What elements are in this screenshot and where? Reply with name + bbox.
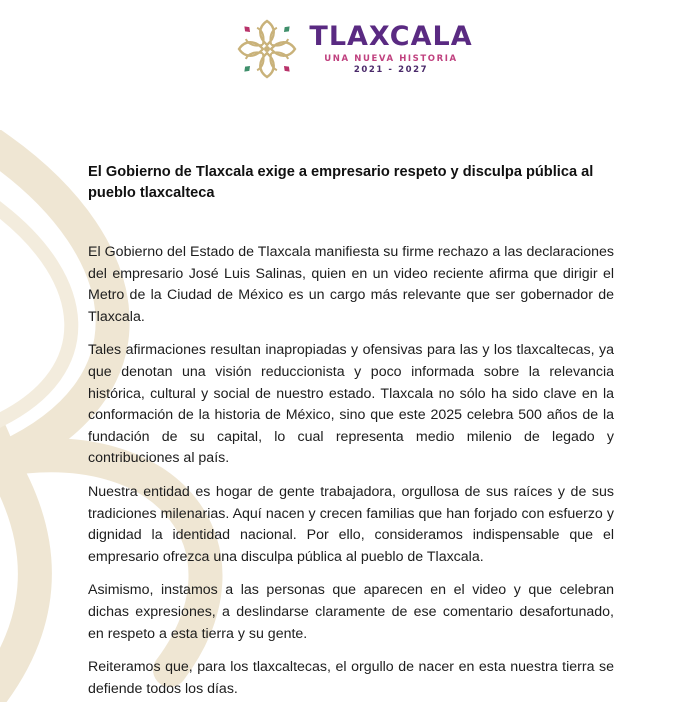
brand-block bbox=[306, 20, 476, 76]
brand-name: TLAXCALA bbox=[309, 21, 473, 52]
flower-emblem-icon bbox=[236, 18, 298, 80]
document-title: El Gobierno de Tlaxcala exige a empresario respeto y disculpa pública al pueblo tlaxcalteca bbox=[88, 164, 594, 201]
paragraph: Reiteramos que, para los tlaxcaltecas, el orgullo de nacer en esta nuestra tierra se defiende todos los días. bbox=[88, 659, 614, 697]
paragraph: Nuestra entidad es hogar de gente trabajadora, orgullosa de sus raíces y de sus tradiciones milenarias. Aquí nacen y crecen familias que han forjado con esfuerzo y dignidad la identidad nacional. Por ello, consideramos indispensable que el empresario ofrezca una disculpa pública al pueblo de Tlaxcala. bbox=[88, 483, 614, 565]
paragraph: Asimismo, instamos a las personas que aparecen en el video y que celebran dichas expresiones, a deslindarse claramente de ese comentario desafortunado, en respeto a esta tierra y su gente. bbox=[88, 582, 614, 642]
paragraph: Tales afirmaciones resultan inapropiadas y ofensivas para las y los tlaxcaltecas, ya que denotan una visión reduccionista y poco informada sobre la relevancia histórica, cultural y social de nuestro estado. Tlaxcala no sólo ha sido clave en la conformación de la historia de México, sino que este 2025 celebra 500 años de la fundación de su capital, lo cual representa medio milenio de legado y contribuciones al país. bbox=[88, 342, 614, 467]
brand-slogan: UNA NUEVA HISTORIA bbox=[324, 54, 458, 64]
paragraph: El Gobierno del Estado de Tlaxcala manifiesta su firme rechazo a las declaraciones del empresario José Luis Salinas, quien en un video reciente afirma que dirigir el Metro de la Ciudad de México es un cargo más relevante que ser gobernador de Tlaxcala. bbox=[88, 244, 614, 325]
brand-years: 2021 - 2027 bbox=[353, 65, 429, 75]
header-logo bbox=[236, 18, 476, 82]
document-body bbox=[88, 162, 614, 702]
